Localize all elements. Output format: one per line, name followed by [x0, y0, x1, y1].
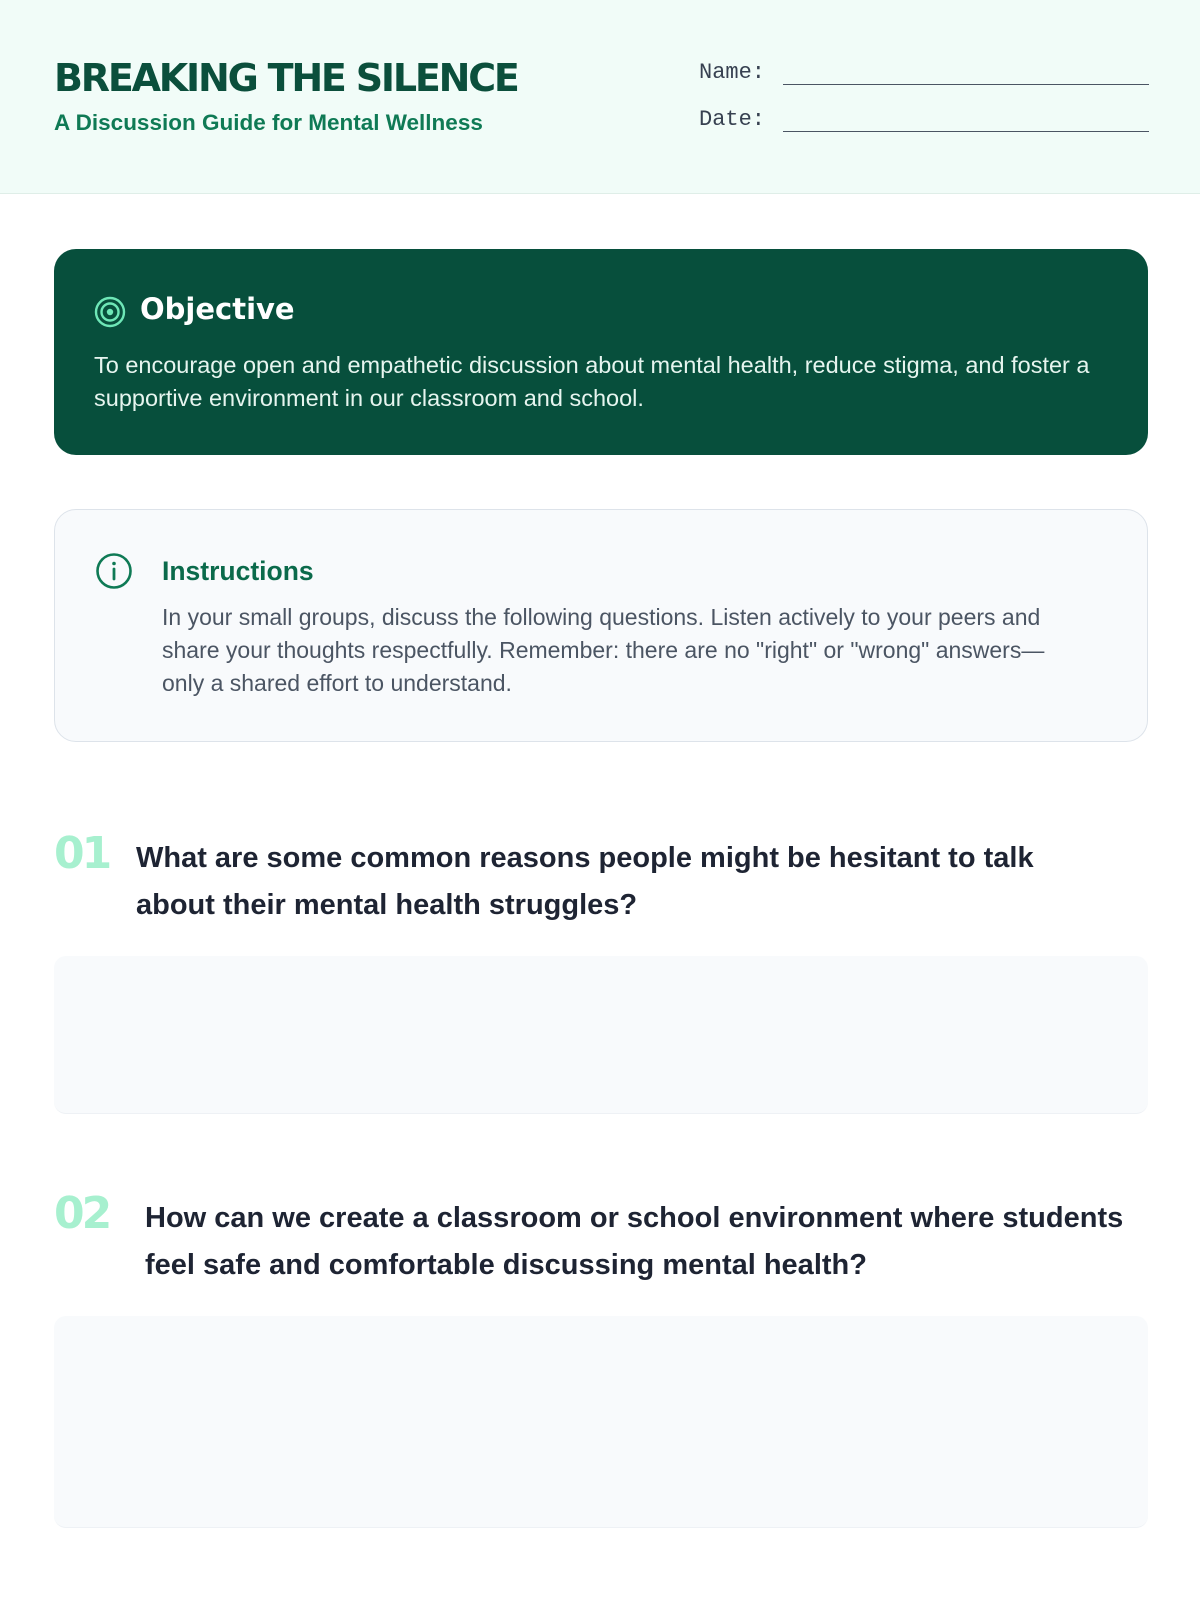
objective-heading: Objective	[140, 292, 295, 326]
info-icon	[95, 552, 133, 590]
worksheet-header	[0, 0, 1200, 194]
date-label: Date:	[699, 107, 766, 132]
question-1-text: What are some common reasons people might be hesitant to talk about their mental health struggles?	[136, 842, 1034, 921]
question-1-number: 01	[54, 828, 110, 879]
instructions-text: In your small groups, discuss the following questions. Listen actively to your peers and share your thoughts respectfully. Remember: there are no "right" or "wrong" answers—only a shared effort to understand.	[162, 604, 1045, 696]
instructions-card	[54, 509, 1148, 742]
target-icon	[94, 296, 126, 328]
objective-text: To encourage open and empathetic discussion about mental health, reduce stigma, and foster a supportive environment in our classroom and school.	[94, 352, 1090, 411]
question-2-text: How can we create a classroom or school environment where students feel safe and comfortable discussing mental health?	[145, 1202, 1124, 1281]
question-2-answer-area[interactable]	[54, 1316, 1148, 1528]
name-line[interactable]	[783, 84, 1149, 85]
question-2-number: 02	[54, 1188, 110, 1239]
worksheet-title: BREAKING THE SILENCE	[54, 56, 518, 100]
objective-card	[54, 249, 1148, 455]
date-field[interactable]	[699, 107, 1149, 137]
question-1-answer-area[interactable]	[54, 956, 1148, 1114]
date-line[interactable]	[783, 131, 1149, 132]
instructions-heading: Instructions	[162, 556, 314, 586]
worksheet-subtitle: A Discussion Guide for Mental Wellness	[54, 110, 483, 135]
name-field[interactable]	[699, 60, 1149, 90]
name-label: Name:	[699, 60, 766, 85]
